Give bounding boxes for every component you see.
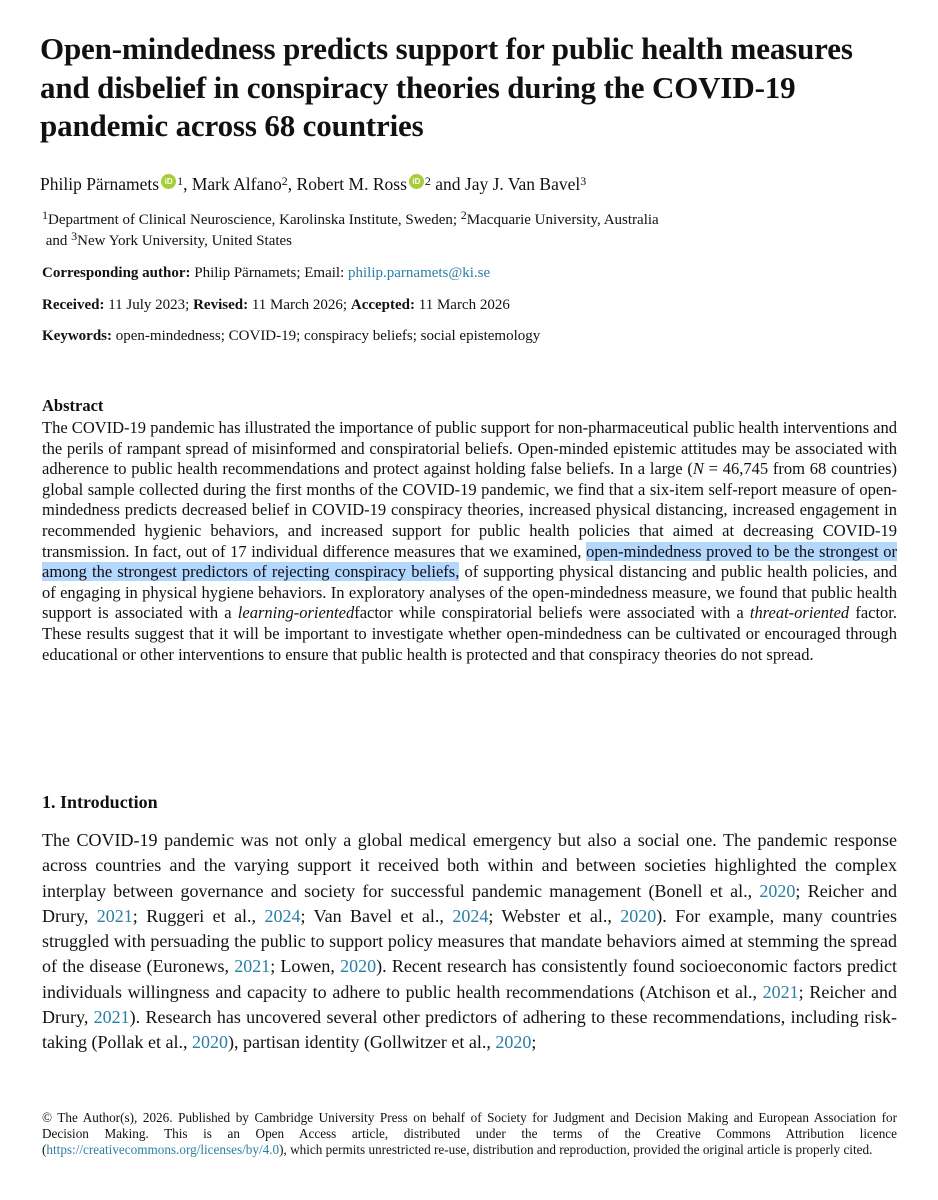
affiliation-line <box>42 231 659 252</box>
intro-text: ; Reicher and Drury, <box>42 880 897 926</box>
intro-text: The COVID-19 pandemic was not only a global medical emergency but also a social one. The pandemic response across countries and the varying support it received both within and between societies highlighted the complex interplay between governance and society for successful pandemic management (Bonell et al., <box>42 830 897 901</box>
meta-text: 11 March 2026 <box>415 297 510 313</box>
abstract-heading: Abstract <box>42 396 104 415</box>
email-link[interactable]: philip.parnamets@ki.se <box>348 265 491 281</box>
intro-text: ; Ruggeri et al., <box>132 905 265 926</box>
license-footnote <box>42 1110 897 1158</box>
citation-link[interactable]: 2020 <box>495 1032 532 1053</box>
affiliations <box>42 210 659 252</box>
meta-text: 11 March 2026; <box>248 297 351 313</box>
author-list <box>40 174 586 195</box>
affiliation-marker: 2 <box>460 208 467 222</box>
affiliation-marker: 2 <box>424 174 431 188</box>
intro-text: ; Reicher and Drury, <box>42 981 897 1028</box>
meta-text: 11 July 2023; <box>104 297 194 313</box>
author-name: and Jay J. Van Bavel <box>430 174 581 194</box>
abstract-text: The COVID-19 pandemic has illustrated the importance of public support for non-pharmaceutical public health interventions and the perils of rampant spread of misinformed and conspiratorial beliefs. Open-minded epistemic attitudes may be associated with adherence to public health recommendations and protect against holding false beliefs. In a large ( <box>42 418 897 479</box>
orcid-icon[interactable]: iD <box>161 174 176 189</box>
affiliation-text: and <box>45 233 72 249</box>
affiliation-marker: 3 <box>580 174 587 188</box>
affiliation-line <box>42 210 659 231</box>
meta-label: Revised: <box>193 297 249 313</box>
affiliation-marker: 1 <box>42 208 48 222</box>
citation-link[interactable]: 2020 <box>191 1032 228 1053</box>
affiliation-marker: 3 <box>71 229 78 243</box>
affiliation-text: New York University, United States <box>77 233 293 249</box>
corresponding-author <box>42 265 490 282</box>
keywords <box>42 328 540 345</box>
highlighted-text[interactable]: open-mindedness proved to be the strongest or among the strongest predictors of rejecting conspiracy beliefs, <box>42 541 897 582</box>
intro-text: ). Recent research has consistently found socioeconomic factors predict individuals willingness and capacity to adhere to public health recommendations (Atchison et al., <box>42 956 898 1002</box>
meta-label: Accepted: <box>350 297 415 313</box>
abstract-text: of supporting physical distancing and public health policies, and of engaging in physical hygiene behaviors. In exploratory analyses of the open-mindedness measure, we found that public health support is associated with a <box>42 562 897 623</box>
introduction-body <box>42 828 897 1056</box>
abstract-italic: N <box>692 459 704 479</box>
meta-label: Received: <box>42 297 105 313</box>
abstract-italic: threat-oriented <box>749 603 850 623</box>
citation-link[interactable]: 2024 <box>452 905 489 926</box>
intro-text: ; Lowen, <box>270 956 341 977</box>
orcid-icon[interactable]: iD <box>409 174 424 189</box>
abstract-italic: learning-oriented <box>237 603 355 623</box>
abstract-text: = 46,745 from 68 countries) global sample collected during the first months of the COVID-19 pandemic, we find that a six-item self-report measure of open-mindedness predicts decreased belief in COVID-19 conspiracy theories, increased physical distancing, increased engagement in recommended hygienic behaviors, and increased support for public health policies that aimed at decreasing COVID-19 transmission. In fact, out of 17 individual difference measures that we examined, <box>42 459 897 561</box>
citation-link[interactable]: 2021 <box>96 905 133 926</box>
intro-text: ; Van Bavel et al., <box>300 905 453 926</box>
citation-link[interactable]: 2024 <box>264 905 301 926</box>
license-link[interactable]: https://creativecommons.org/licenses/by/4.0 <box>46 1142 280 1157</box>
citation-link[interactable]: 2020 <box>759 880 796 901</box>
author-name: , Robert M. Ross <box>287 174 407 194</box>
abstract-text: factor while conspiratorial beliefs were associated with a <box>354 603 750 623</box>
intro-text: ). For example, many countries struggled with persuading the public to support policy measures that mandate behaviors aimed at stemming the spread of the disease (Euronews, <box>42 905 897 977</box>
affiliation-marker: 2 <box>281 174 288 188</box>
citation-link[interactable]: 2020 <box>620 905 657 926</box>
abstract-body <box>42 418 897 665</box>
citation-link[interactable]: 2021 <box>762 981 799 1002</box>
intro-text: ), partisan identity (Gollwitzer et al., <box>227 1032 496 1053</box>
citation-link[interactable]: 2021 <box>93 1007 130 1028</box>
meta-text: Philip Pärnamets; Email: <box>190 265 348 281</box>
intro-text: ). Research has uncovered several other predictors of adhering to these recommendations, including risk-taking (Pollak et al., <box>42 1007 897 1053</box>
meta-label: Corresponding author: <box>42 265 191 281</box>
footnote-text: ), which permits unrestricted re-use, distribution and reproduction, provided the original article is properly cited. <box>279 1142 873 1157</box>
intro-text: ; <box>531 1032 537 1053</box>
affiliation-text: Department of Clinical Neuroscience, Karolinska Institute, Sweden; <box>48 212 461 228</box>
meta-text: open-mindedness; COVID-19; conspiracy beliefs; social epistemology <box>112 328 541 344</box>
citation-link[interactable]: 2021 <box>234 956 271 977</box>
article-title: Open-mindedness predicts support for public health measures and disbelief in conspiracy theories during the COVID-19 pandemic across 68 countries <box>40 31 853 143</box>
introduction-heading: 1. Introduction <box>42 792 158 812</box>
intro-text: ; Webster et al., <box>488 905 621 926</box>
author-name: Philip Pärnamets <box>40 174 160 194</box>
footnote-text: © The Author(s), 2026. Published by Cambridge University Press on behalf of Society for Judgment and Decision Making and European Association for Decision Making. This is an Open Access article, distributed under the terms of the Creative Commons Attribution licence ( <box>42 1110 897 1157</box>
citation-link[interactable]: 2020 <box>340 956 377 977</box>
affiliation-marker: 1 <box>177 174 184 188</box>
abstract-text: factor. These results suggest that it will be important to investigate whether open-mindedness can be cultivated or encouraged through educational or other interventions to ensure that public health is protected and that conspiracy theories do not spread. <box>42 603 898 664</box>
meta-label: Keywords: <box>42 328 112 344</box>
author-name: , Mark Alfano <box>183 174 282 194</box>
article-dates <box>42 297 510 314</box>
affiliation-text: Macquarie University, Australia <box>466 212 659 228</box>
